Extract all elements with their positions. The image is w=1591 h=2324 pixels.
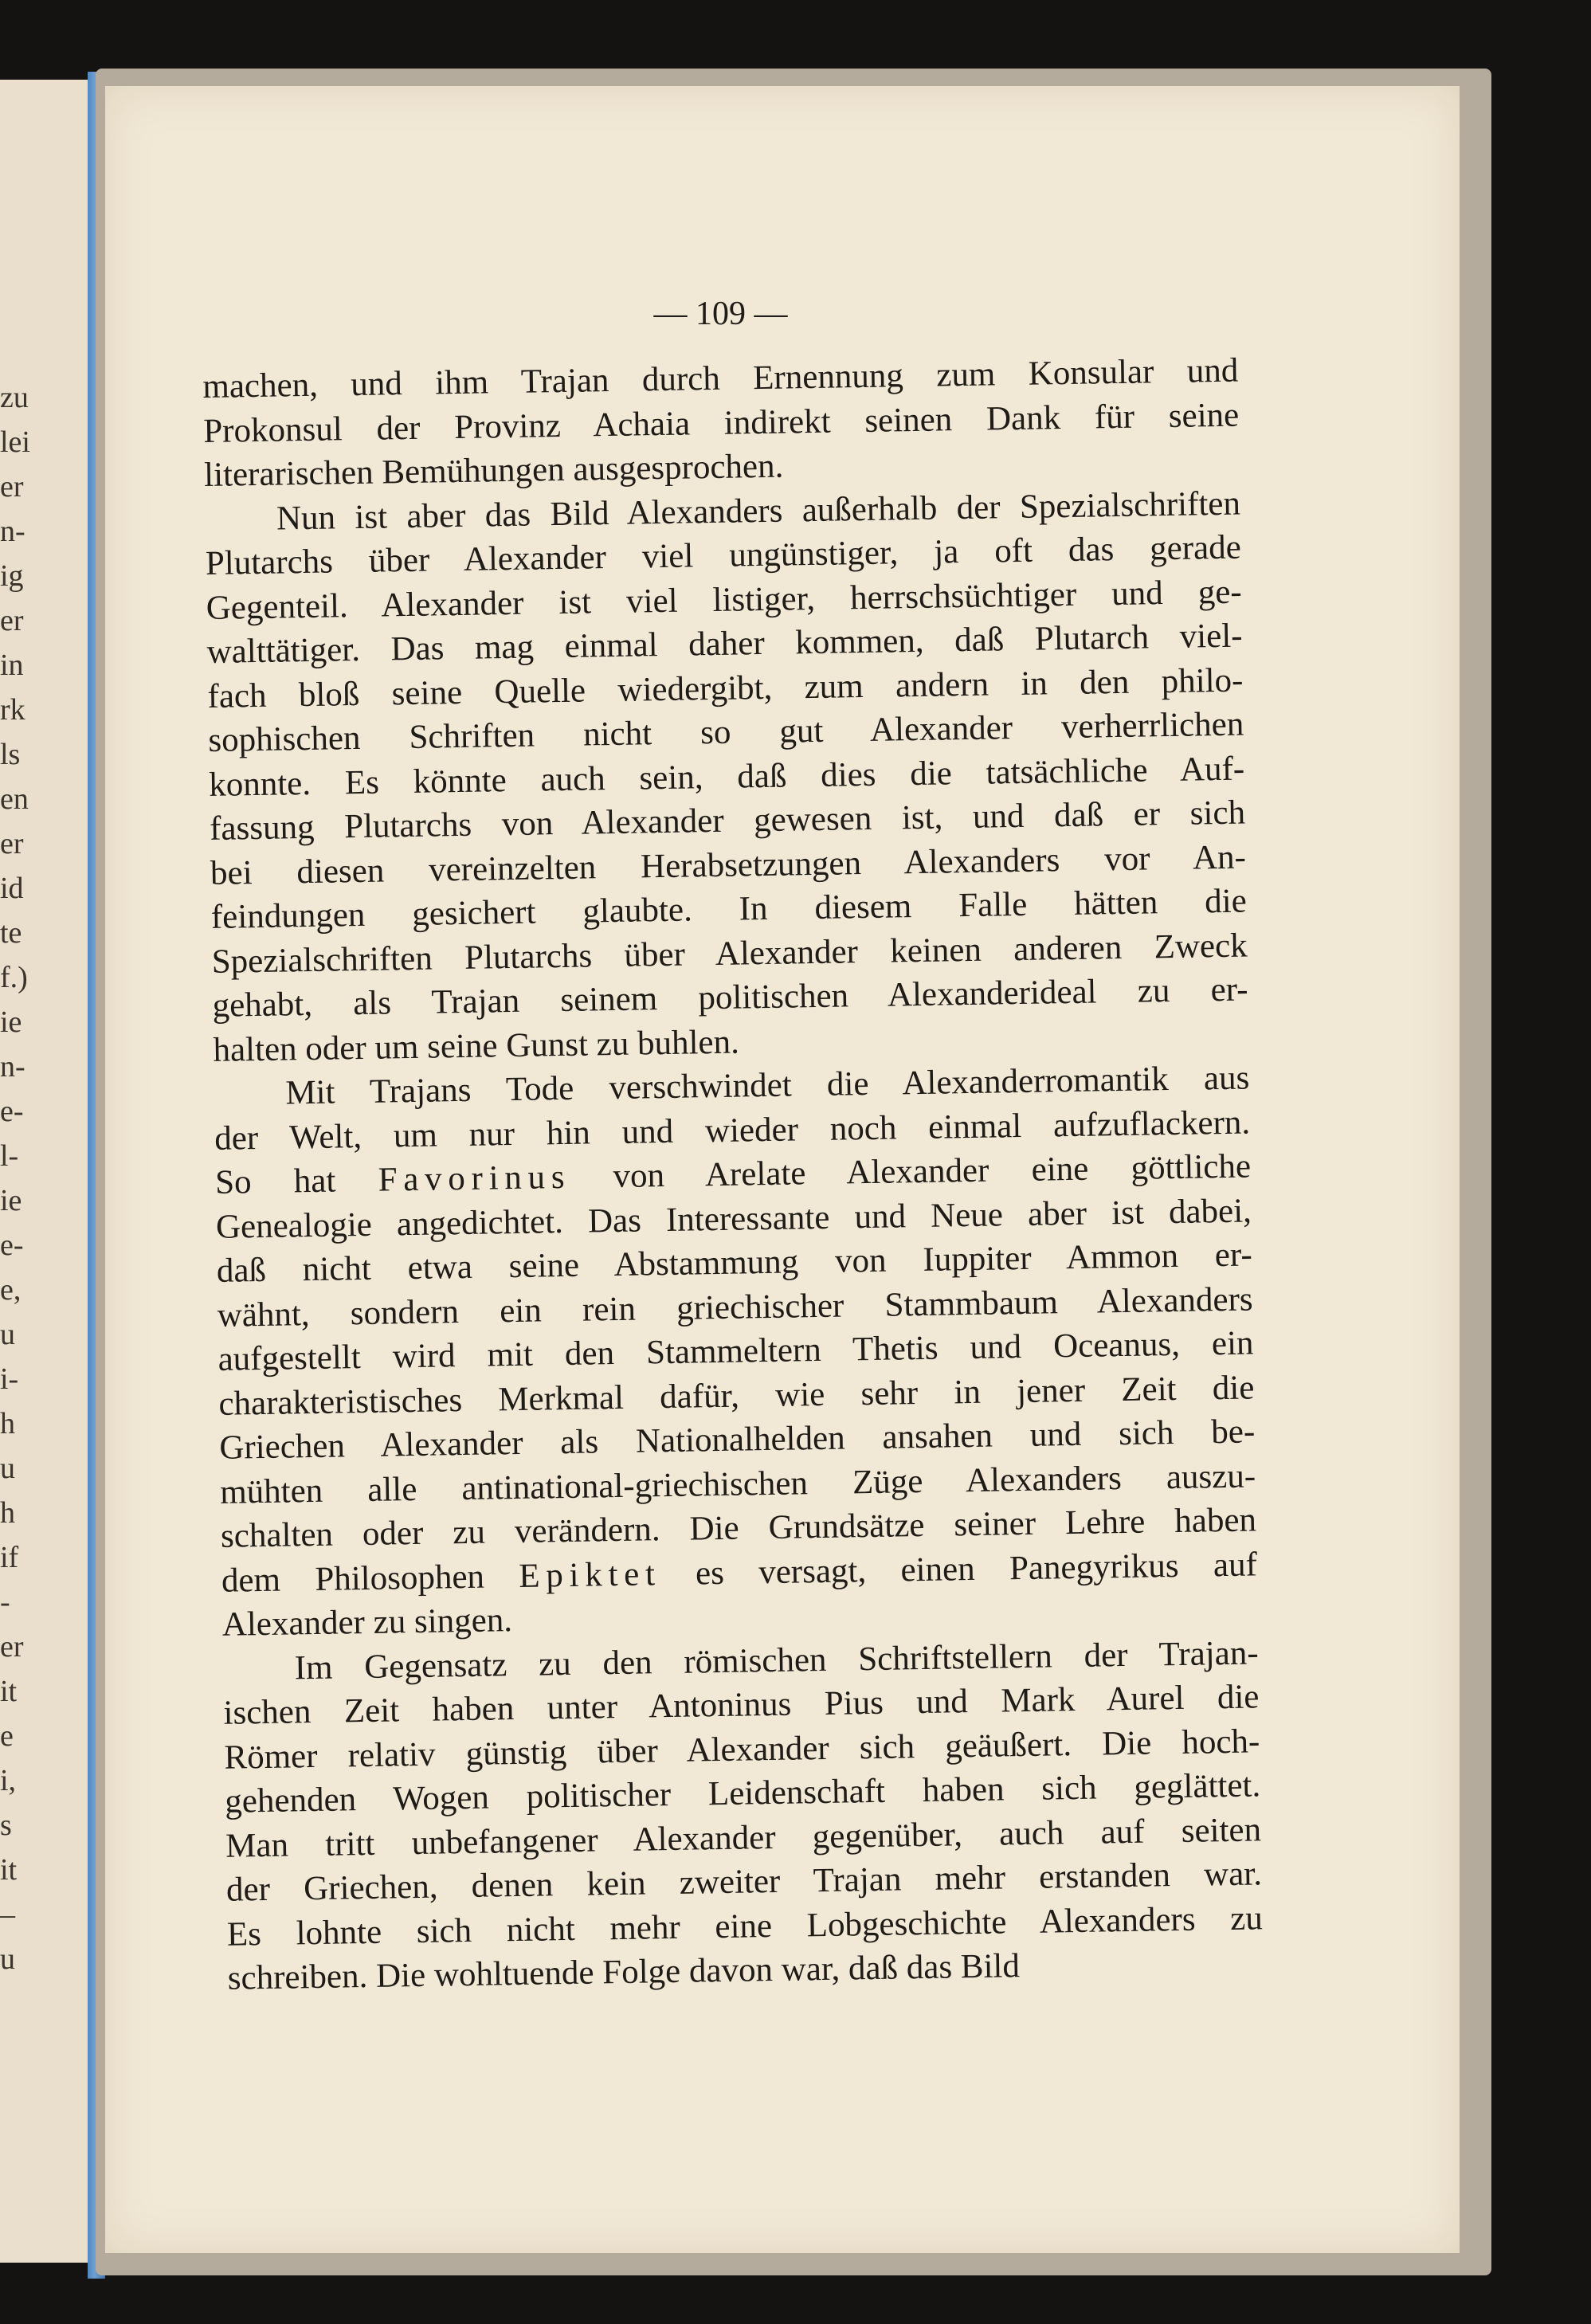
text-line: gehabt, als Trajan seinem politischen Alexanderideal zu er-: [212, 970, 1248, 1025]
text-line: aufgestellt wird mit den Stammeltern Thetis und Oceanus, ein: [217, 1324, 1254, 1378]
facing-page-fragment: in: [0, 649, 24, 682]
text-line: gehenden Wogen politischer Leidenschaft haben sich geglättet.: [224, 1766, 1261, 1820]
spaced-name: Epiktet: [518, 1554, 662, 1595]
text-line: Prokonsul der Provinz Achaia indirekt seinen Dank für seine: [202, 396, 1240, 450]
text-segment: dem Philosophen: [221, 1557, 519, 1600]
facing-page-fragment: id: [0, 872, 24, 905]
text-line: halten oder um seine Gunst zu buhlen.: [213, 1023, 740, 1069]
facing-page-fragment: lei: [0, 425, 30, 459]
text-line: Alexander zu singen.: [221, 1601, 513, 1644]
facing-page-fragment: te: [0, 916, 22, 950]
text-line: schreiben. Die wohltuende Folge davon war, daß das Bild: [227, 1947, 1021, 1997]
facing-page-fragment: u: [0, 1452, 15, 1485]
facing-page-fragment: er: [0, 604, 24, 637]
text-line: machen, und ihm Trajan durch Ernennung zum Konsular und: [202, 351, 1239, 406]
text-line: daß nicht etwa seine Abstammung von Iuppiter Ammon er-: [216, 1236, 1253, 1290]
text-line: wähnt, sondern ein rein griechischer Stammbaum Alexanders: [217, 1280, 1253, 1334]
facing-page-fragment: rk: [0, 693, 25, 727]
text-line: walttätiger. Das mag einmal daher kommen, daß Plutarch viel-: [206, 617, 1243, 671]
text-line: mühten alle antinational-griechischen Züge Alexanders auszu-: [219, 1456, 1256, 1511]
facing-page-fragment: er: [0, 1630, 24, 1664]
text-segment: von Arelate Alexander eine göttliche: [570, 1147, 1252, 1196]
text-segment: es versagt, einen Panegyrikus auf: [660, 1545, 1258, 1593]
page-number: — 109 —: [653, 296, 788, 332]
body-text: [202, 349, 1264, 2001]
text-segment: So hat: [214, 1161, 378, 1201]
text-line: Spezialschriften Plutarchs über Alexander keinen anderen Zweck: [211, 926, 1248, 981]
text-line: Genealogie angedichtet. Das Interessante und Neue aber ist dabei,: [215, 1191, 1252, 1246]
facing-page-fragment: ig: [0, 559, 24, 593]
facing-page-fragment: it: [0, 1853, 18, 1887]
facing-page-fragment: e,: [0, 1273, 22, 1307]
text-line: Man tritt unbefangener Alexander gegenüber, auch auf seiten: [225, 1810, 1262, 1865]
facing-page-fragment: e: [0, 1719, 14, 1753]
facing-page-fragment: n-: [0, 515, 25, 548]
text-line: literarischen Bemühungen ausgesprochen.: [203, 447, 784, 494]
facing-page-fragment: ls: [0, 738, 21, 771]
facing-page-fragment: e-: [0, 1095, 24, 1128]
text-line: fach bloß seine Quelle wiedergibt, zum andern in den philo-: [207, 661, 1244, 715]
facing-page-fragment: if: [0, 1541, 19, 1574]
facing-page-fragment: –: [0, 1898, 15, 1931]
spaced-name: Favorinus: [378, 1158, 571, 1199]
facing-page-fragment: er: [0, 827, 24, 860]
text-line: feindungen gesichert glaubte. In diesem Falle hätten die: [210, 882, 1248, 936]
facing-page-fragment: l-: [0, 1139, 19, 1173]
facing-page-fragment: i,: [0, 1764, 17, 1797]
facing-page-fragment: s: [0, 1809, 12, 1842]
text-line: Es lohnte sich nicht mehr eine Lobgeschichte Alexanders zu: [226, 1899, 1264, 1954]
facing-page-fragment: u: [0, 1942, 15, 1976]
text-line: ischen Zeit haben unter Antoninus Pius und Mark Aurel die: [223, 1678, 1260, 1732]
text-line: Im Gegensatz zu den römischen Schriftstellern der Trajan-: [294, 1633, 1259, 1687]
text-line: Griechen Alexander als Nationalhelden ansahen und sich be-: [218, 1413, 1256, 1467]
text-line: Mit Trajans Tode verschwindet die Alexanderromantik aus: [284, 1059, 1250, 1112]
facing-page-fragment: u: [0, 1318, 15, 1351]
facing-page-fragment: i-: [0, 1362, 19, 1396]
text-line: Gegenteil. Alexander ist viel listiger, herrschsüchtiger und ge-: [206, 573, 1242, 627]
facing-page-fragment: n-: [0, 1050, 25, 1084]
facing-page-fragment: ie: [0, 1005, 22, 1039]
facing-page-fragment: f.): [0, 961, 28, 994]
text-line: der Griechen, denen kein zweiter Trajan mehr erstanden war.: [225, 1855, 1263, 1909]
text-line: konnte. Es könnte auch sein, daß dies die tatsächliche Auf-: [208, 750, 1245, 804]
book-page: [105, 86, 1460, 2253]
facing-page-fragment: -: [0, 1585, 10, 1619]
facing-page-fragment: er: [0, 470, 24, 504]
facing-page-edge: [0, 80, 89, 2263]
facing-page-fragment: h: [0, 1407, 15, 1440]
text-line: charakteristisches Merkmal dafür, wie sehr in jener Zeit die: [218, 1368, 1255, 1423]
text-line: fassung Plutarchs von Alexander gewesen ist, und daß er sich: [209, 794, 1246, 848]
facing-page-fragment: zu: [0, 381, 29, 414]
text-line: Nun ist aber das Bild Alexanders außerhalb der Spezialschriften: [276, 484, 1241, 538]
facing-page-fragment: it: [0, 1675, 18, 1708]
text-line: der Welt, um nur hin und wieder noch einmal aufzuflackern.: [214, 1103, 1251, 1158]
facing-page-fragment: e-: [0, 1229, 24, 1262]
text-line: sophischen Schriften nicht so gut Alexander verherrlichen: [208, 705, 1244, 759]
facing-page-fragment: ie: [0, 1184, 22, 1217]
text-line: Römer relativ günstig über Alexander sich geäußert. Die hoch-: [224, 1722, 1260, 1777]
text-line: schalten oder zu verändern. Die Grundsätze seiner Lehre haben: [220, 1501, 1257, 1555]
facing-page-fragment: en: [0, 782, 29, 816]
text-line: bei diesen vereinzelten Herabsetzungen Alexanders vor An-: [210, 838, 1247, 892]
text-line: Plutarchs über Alexander viel ungünstiger, ja oft das gerade: [205, 528, 1242, 582]
facing-page-fragment: h: [0, 1496, 15, 1530]
